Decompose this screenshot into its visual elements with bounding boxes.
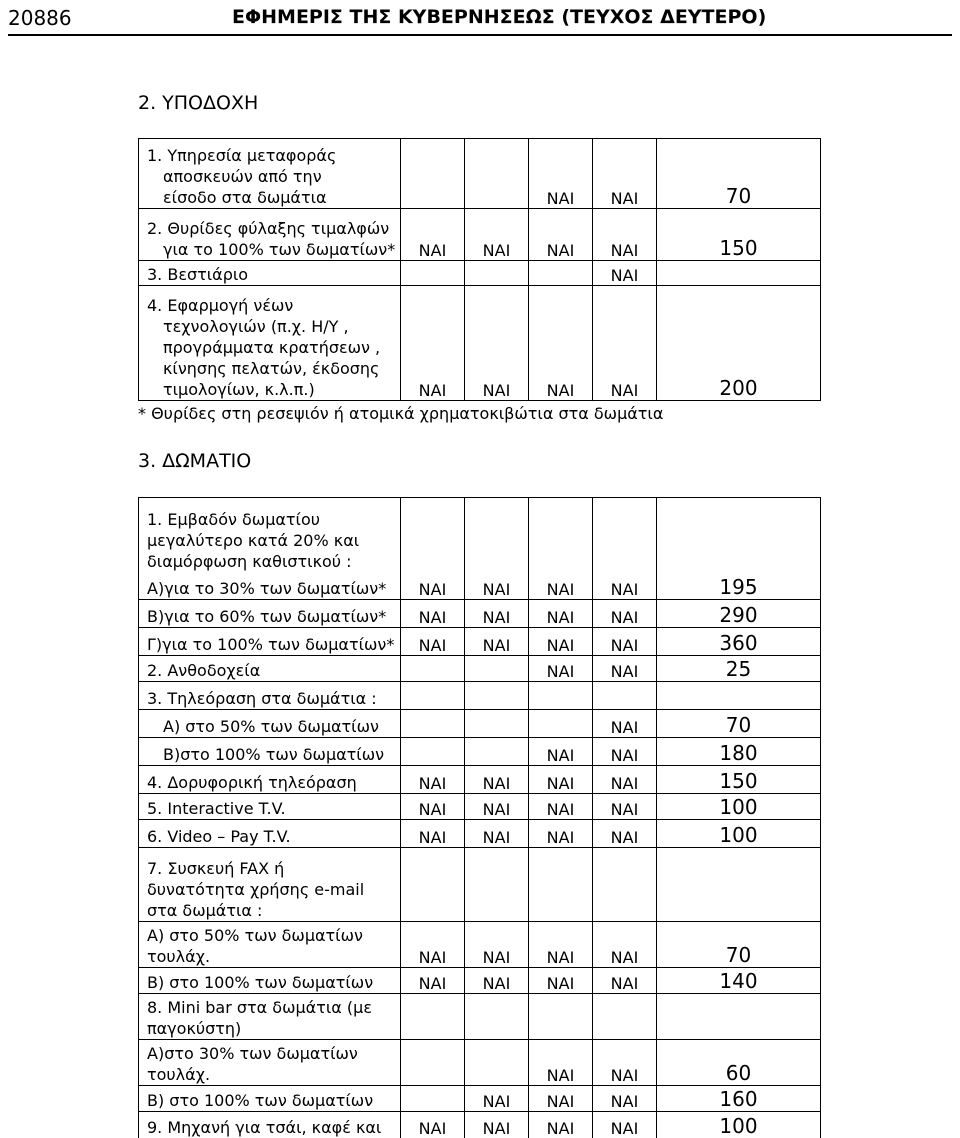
- category-1-cell: [401, 656, 465, 682]
- table-row: [139, 1040, 821, 1086]
- criterion-cell: [139, 682, 401, 710]
- category-2-cell: [465, 848, 529, 922]
- category-2-cell: ΝΑΙ: [465, 820, 529, 848]
- category-2-cell: ΝΑΙ: [465, 600, 529, 628]
- category-3-cell: ΝΑΙ: [529, 628, 593, 656]
- criterion-line: 6. Video – Pay T.V.: [147, 827, 291, 846]
- category-3-cell: ΝΑΙ: [529, 656, 593, 682]
- criterion-line: δυνατότητα χρήσης e-mail: [147, 880, 365, 899]
- criterion-line: τουλάχ.: [147, 1065, 211, 1084]
- criterion-cell: [139, 794, 401, 820]
- category-4-cell: ΝΑΙ: [593, 572, 657, 600]
- table-row: [139, 766, 821, 794]
- category-2-cell: ΝΑΙ: [465, 1112, 529, 1138]
- criterion-line: 5. Interactive T.V.: [147, 799, 286, 818]
- category-2-cell: ΝΑΙ: [465, 628, 529, 656]
- table-row: [139, 738, 821, 766]
- criterion-cell: [139, 766, 401, 794]
- points-cell: 160: [657, 1086, 821, 1112]
- criterion-line: παγοκύστη): [147, 1019, 242, 1038]
- criterion-cell: [139, 628, 401, 656]
- criterion-cell: [139, 710, 401, 738]
- points-cell: 25: [657, 656, 821, 682]
- category-2-cell: ΝΑΙ: [465, 968, 529, 994]
- criterion-line: Β)στο 100% των δωματίων: [163, 745, 385, 764]
- category-2-cell: ΝΑΙ: [465, 922, 529, 968]
- category-1-cell: [401, 1040, 465, 1086]
- category-4-cell: [593, 848, 657, 922]
- points-cell: [657, 261, 821, 286]
- criterion-cell: [139, 498, 401, 572]
- criterion-line: Α)στο 30% των δωματίων: [147, 1044, 358, 1063]
- category-4-cell: ΝΑΙ: [593, 286, 657, 401]
- points-cell: 180: [657, 738, 821, 766]
- category-1-cell: ΝΑΙ: [401, 766, 465, 794]
- criterion-cell: [139, 139, 401, 209]
- category-3-cell: ΝΑΙ: [529, 922, 593, 968]
- category-1-cell: [401, 710, 465, 738]
- page-number: 20886: [8, 6, 72, 30]
- points-cell: 200: [657, 286, 821, 401]
- criterion-line: Α) στο 50% των δωματίων: [163, 717, 379, 736]
- points-cell: 100: [657, 1112, 821, 1138]
- category-4-cell: [593, 498, 657, 572]
- section-2-table: [138, 138, 821, 401]
- table-row: [139, 820, 821, 848]
- category-2-cell: [465, 1040, 529, 1086]
- criterion-line: αποσκευών από την: [163, 167, 322, 186]
- category-1-cell: ΝΑΙ: [401, 794, 465, 820]
- category-3-cell: [529, 994, 593, 1040]
- criterion-cell: [139, 261, 401, 286]
- category-3-cell: ΝΑΙ: [529, 572, 593, 600]
- category-1-cell: ΝΑΙ: [401, 209, 465, 261]
- criterion-line: 3. Βεστιάριο: [147, 265, 249, 284]
- category-1-cell: ΝΑΙ: [401, 600, 465, 628]
- category-4-cell: ΝΑΙ: [593, 1040, 657, 1086]
- category-4-cell: ΝΑΙ: [593, 1086, 657, 1112]
- category-2-cell: ΝΑΙ: [465, 794, 529, 820]
- points-cell: 150: [657, 766, 821, 794]
- criterion-line: στα δωμάτια :: [147, 901, 263, 920]
- category-1-cell: ΝΑΙ: [401, 286, 465, 401]
- criterion-line: 4. Εφαρμογή νέων: [147, 296, 294, 315]
- gazette-title: ΕΦΗΜΕΡΙΣ ΤΗΣ ΚΥΒΕΡΝΗΣΕΩΣ (ΤΕΥΧΟΣ ΔΕΥΤΕΡΟ): [232, 6, 767, 28]
- header-rule: [8, 34, 952, 36]
- category-4-cell: [593, 994, 657, 1040]
- table-row: [139, 572, 821, 600]
- category-2-cell: [465, 261, 529, 286]
- page-header: [0, 0, 960, 38]
- category-3-cell: ΝΑΙ: [529, 738, 593, 766]
- points-cell: 70: [657, 139, 821, 209]
- category-4-cell: ΝΑΙ: [593, 766, 657, 794]
- criterion-line: για το 100% των δωματίων*: [163, 240, 396, 259]
- category-1-cell: [401, 261, 465, 286]
- table-row: [139, 794, 821, 820]
- criterion-cell: [139, 820, 401, 848]
- table-row: [139, 209, 821, 261]
- category-1-cell: ΝΑΙ: [401, 572, 465, 600]
- category-4-cell: ΝΑΙ: [593, 209, 657, 261]
- category-4-cell: ΝΑΙ: [593, 628, 657, 656]
- table-row: [139, 922, 821, 968]
- criterion-line: Β) στο 100% των δωματίων: [147, 1091, 374, 1110]
- criterion-cell: [139, 1112, 401, 1138]
- category-4-cell: ΝΑΙ: [593, 1112, 657, 1138]
- table-row: [139, 628, 821, 656]
- section-3-title: 3. ΔΩΜΑΤΙΟ: [138, 450, 252, 472]
- category-2-cell: [465, 498, 529, 572]
- category-2-cell: [465, 682, 529, 710]
- criterion-cell: [139, 738, 401, 766]
- criterion-line: 8. Mini bar στα δωμάτια (με: [147, 998, 372, 1017]
- criterion-line: 7. Συσκευή FAX ή: [147, 859, 285, 878]
- table-row: [139, 656, 821, 682]
- criterion-line: Β)για το 60% των δωματίων*: [147, 607, 387, 626]
- points-cell: 100: [657, 820, 821, 848]
- category-2-cell: [465, 139, 529, 209]
- criterion-line: 2. Ανθοδοχεία: [147, 661, 261, 680]
- criterion-line: 2. Θυρίδες φύλαξης τιμαλφών: [147, 219, 390, 238]
- category-2-cell: [465, 994, 529, 1040]
- category-1-cell: [401, 994, 465, 1040]
- criterion-line: διαμόρφωση καθιστικού :: [147, 551, 352, 571]
- criterion-cell: [139, 600, 401, 628]
- table-row: [139, 710, 821, 738]
- criterion-line: 9. Μηχανή για τσάι, καφέ και: [147, 1117, 382, 1137]
- points-cell: 70: [657, 710, 821, 738]
- criterion-cell: [139, 572, 401, 600]
- category-3-cell: ΝΑΙ: [529, 968, 593, 994]
- criterion-line: 1. Υπηρεσία μεταφοράς: [147, 146, 337, 165]
- category-4-cell: ΝΑΙ: [593, 794, 657, 820]
- criterion-line: είσοδο στα δωμάτια: [163, 188, 327, 207]
- category-4-cell: ΝΑΙ: [593, 600, 657, 628]
- section-2-footnote: * Θυρίδες στη ρεσεψιόν ή ατομικά χρηματοκιβώτια στα δωμάτια: [138, 404, 664, 423]
- category-1-cell: [401, 738, 465, 766]
- category-4-cell: ΝΑΙ: [593, 968, 657, 994]
- table-row: [139, 682, 821, 710]
- category-2-cell: ΝΑΙ: [465, 286, 529, 401]
- criterion-cell: [139, 1040, 401, 1086]
- points-cell: 140: [657, 968, 821, 994]
- criterion-cell: [139, 922, 401, 968]
- category-3-cell: ΝΑΙ: [529, 600, 593, 628]
- category-4-cell: ΝΑΙ: [593, 820, 657, 848]
- category-4-cell: ΝΑΙ: [593, 261, 657, 286]
- category-3-cell: [529, 498, 593, 572]
- criterion-cell: [139, 968, 401, 994]
- table-row: [139, 968, 821, 994]
- category-1-cell: ΝΑΙ: [401, 1112, 465, 1138]
- criterion-cell: [139, 1086, 401, 1112]
- criterion-cell: [139, 209, 401, 261]
- category-1-cell: [401, 848, 465, 922]
- category-3-cell: ΝΑΙ: [529, 286, 593, 401]
- points-cell: 150: [657, 209, 821, 261]
- points-cell: 60: [657, 1040, 821, 1086]
- category-4-cell: [593, 682, 657, 710]
- points-cell: [657, 848, 821, 922]
- category-1-cell: ΝΑΙ: [401, 820, 465, 848]
- criterion-line: Α) στο 50% των δωματίων: [147, 926, 363, 945]
- criterion-line: τεχνολογιών (π.χ. Η/Υ ,: [163, 317, 349, 336]
- category-1-cell: [401, 1086, 465, 1112]
- category-4-cell: ΝΑΙ: [593, 922, 657, 968]
- category-1-cell: [401, 139, 465, 209]
- table-row: [139, 498, 821, 572]
- category-3-cell: ΝΑΙ: [529, 794, 593, 820]
- category-2-cell: [465, 710, 529, 738]
- category-2-cell: ΝΑΙ: [465, 1086, 529, 1112]
- points-cell: [657, 994, 821, 1040]
- criterion-cell: [139, 848, 401, 922]
- criterion-line: Α)για το 30% των δωματίων*: [147, 579, 387, 598]
- category-3-cell: [529, 261, 593, 286]
- criterion-line: τουλάχ.: [147, 947, 211, 966]
- category-3-cell: ΝΑΙ: [529, 139, 593, 209]
- criterion-line: κίνησης πελατών, έκδοσης: [163, 359, 380, 378]
- points-cell: 195: [657, 572, 821, 600]
- table-row: [139, 261, 821, 286]
- category-3-cell: ΝΑΙ: [529, 209, 593, 261]
- category-4-cell: ΝΑΙ: [593, 738, 657, 766]
- category-1-cell: ΝΑΙ: [401, 922, 465, 968]
- section-3-table: [138, 497, 821, 1138]
- table-row: [139, 1086, 821, 1112]
- category-3-cell: [529, 710, 593, 738]
- points-cell: 360: [657, 628, 821, 656]
- table-row: [139, 848, 821, 922]
- category-3-cell: ΝΑΙ: [529, 1112, 593, 1138]
- category-1-cell: [401, 498, 465, 572]
- criterion-cell: [139, 656, 401, 682]
- category-3-cell: ΝΑΙ: [529, 766, 593, 794]
- table-row: [139, 286, 821, 401]
- table-row: [139, 139, 821, 209]
- category-3-cell: ΝΑΙ: [529, 820, 593, 848]
- points-cell: [657, 498, 821, 572]
- criterion-line: 3. Τηλεόραση στα δωμάτια :: [147, 689, 377, 708]
- category-4-cell: ΝΑΙ: [593, 710, 657, 738]
- category-2-cell: [465, 656, 529, 682]
- category-3-cell: ΝΑΙ: [529, 1040, 593, 1086]
- category-2-cell: [465, 738, 529, 766]
- table-row: [139, 994, 821, 1040]
- category-3-cell: ΝΑΙ: [529, 1086, 593, 1112]
- criterion-line: 4. Δορυφορική τηλεόραση: [147, 773, 357, 792]
- category-3-cell: [529, 682, 593, 710]
- criterion-line: μεγαλύτερο κατά 20% και: [147, 530, 360, 550]
- category-4-cell: ΝΑΙ: [593, 656, 657, 682]
- table-row: [139, 600, 821, 628]
- category-3-cell: [529, 848, 593, 922]
- criterion-cell: [139, 286, 401, 401]
- category-1-cell: [401, 682, 465, 710]
- points-cell: [657, 682, 821, 710]
- criterion-line: 1. Εμβαδόν δωματίου: [147, 509, 321, 529]
- criterion-cell: [139, 994, 401, 1040]
- points-cell: 100: [657, 794, 821, 820]
- category-2-cell: ΝΑΙ: [465, 766, 529, 794]
- criterion-line: προγράμματα κρατήσεων ,: [163, 338, 381, 357]
- category-1-cell: ΝΑΙ: [401, 968, 465, 994]
- criterion-line: Γ)για το 100% των δωματίων*: [147, 635, 395, 654]
- points-cell: 70: [657, 922, 821, 968]
- category-2-cell: ΝΑΙ: [465, 209, 529, 261]
- category-4-cell: ΝΑΙ: [593, 139, 657, 209]
- category-2-cell: ΝΑΙ: [465, 572, 529, 600]
- section-2-title: 2. ΥΠΟΔΟΧΗ: [138, 92, 259, 114]
- criterion-line: τιμολογίων, κ.λ.π.): [163, 380, 315, 399]
- points-cell: 290: [657, 600, 821, 628]
- table-row: [139, 1112, 821, 1138]
- category-1-cell: ΝΑΙ: [401, 628, 465, 656]
- criterion-line: Β) στο 100% των δωματίων: [147, 973, 374, 992]
